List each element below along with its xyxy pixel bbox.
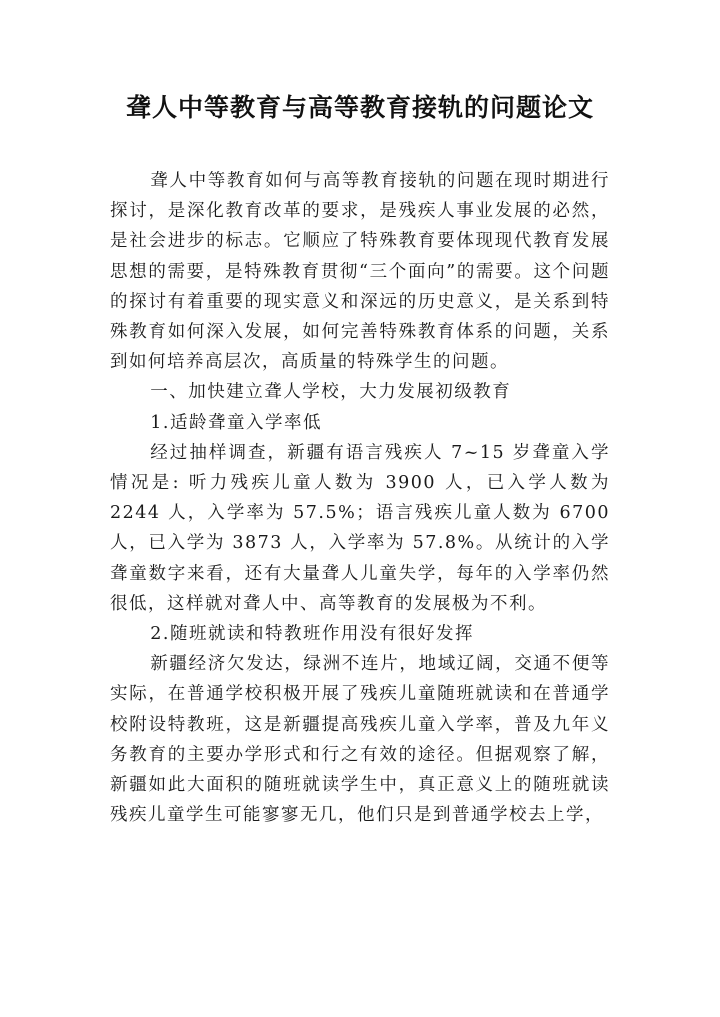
- subsection-heading-1: 1.适龄聋童入学率低: [150, 412, 322, 433]
- document-body: [110, 166, 610, 830]
- paragraph-inclusive-education: 新疆经济欠发达，绿洲不连片，地域辽阔，交通不便等实际，在普通学校积极开展了残疾儿童随班就读和在普通学校附设特教班，这是新疆提高残疾儿童入学率，普及九年义务教育的主要办学形式和行之有效的途径。但据观察了解，新疆如此大面积的随班就读学生中，真正意义上的随班就读残疾儿童学生可能寥寥无几，他们只是到普通学校去上学，: [110, 654, 610, 826]
- paragraph-enrollment-stats: 经过抽样调查，新疆有语言残疾人 7~15 岁聋童入学情况是: 听力残疾儿童人数为 3900 人，已入学人数为 2244 人，入学率为 57.5%；语言残疾儿童人数为 6700 人，已入学为 3873 人，入学率为 57.8%。从统计的入学聋童数字来看，还有大量聋人儿童失学，每年的入学率仍然很低，这样就对聋人中、高等教育的发展极为不利。: [110, 442, 610, 614]
- subsection-heading-2: 2.随班就读和特教班作用没有很好发挥: [150, 624, 474, 645]
- section-heading-1: 一、加快建立聋人学校，大力发展初级教育: [150, 382, 512, 403]
- document-title: 聋人中等教育与高等教育接轨的问题论文: [125, 93, 594, 122]
- paragraph-intro: 聋人中等教育如何与高等教育接轨的问题在现时期进行探讨，是深化教育改革的要求，是残疾人事业发展的必然，是社会进步的标志。它顺应了特殊教育要体现现代教育发展思想的需要，是特殊教育贯彻“三个面向”的需要。这个问题的探讨有着重要的现实意义和深远的历史意义，是关系到特殊教育如何深入发展，如何完善特殊教育体系的问题，关系到如何培养高层次，高质量的特殊学生的问题。: [110, 171, 610, 373]
